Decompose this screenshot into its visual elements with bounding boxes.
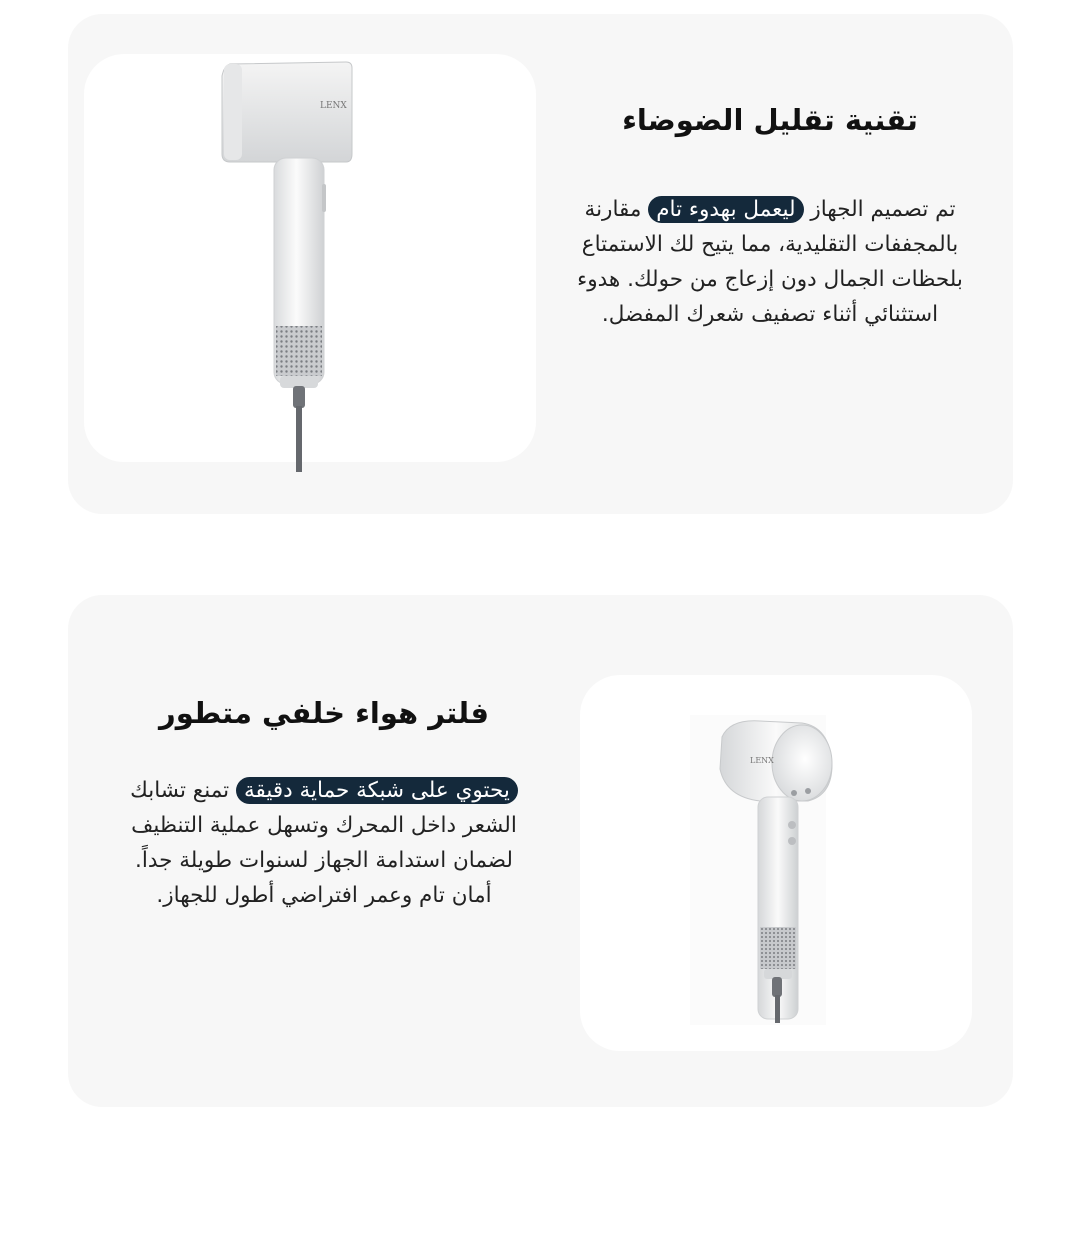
brand-logo: LENX <box>750 756 774 765</box>
feature-description: تم تصميم الجهاز ليعمل بهدوء تام مقارنة بالمجففات التقليدية، مما يتيح لك الاستمتاع بلحظات الجمال دون إزعاج من حولك. هدوء استثنائي أثناء تصفيف شعرك المفضل. <box>577 196 963 327</box>
feature-card-noise-reduction <box>68 14 1013 514</box>
hair-dryer-angle-illustration <box>580 675 972 1051</box>
feature-text <box>114 695 534 913</box>
feature-title: تقنية تقليل الضوضاء <box>622 103 918 137</box>
product-image-side-view <box>84 54 536 462</box>
highlight-badge: ليعمل بهدوء تام <box>648 196 803 223</box>
highlight-badge: يحتوي على شبكة حماية دقيقة <box>236 777 518 804</box>
brand-logo: LENX <box>320 101 347 111</box>
hair-dryer-side-illustration <box>84 54 536 474</box>
feature-card-rear-filter <box>68 595 1013 1107</box>
product-image-angle-view <box>580 675 972 1051</box>
feature-text <box>560 102 980 332</box>
feature-title: فلتر هواء خلفي متطور <box>159 696 489 730</box>
feature-description: يحتوي على شبكة حماية دقيقة تمنع تشابك الشعر داخل المحرك وتسهل عملية التنظيف لضمان استدامة الجهاز لسنوات طويلة جداً. أمان تام وعمر افتراضي أطول للجهاز. <box>130 777 517 908</box>
